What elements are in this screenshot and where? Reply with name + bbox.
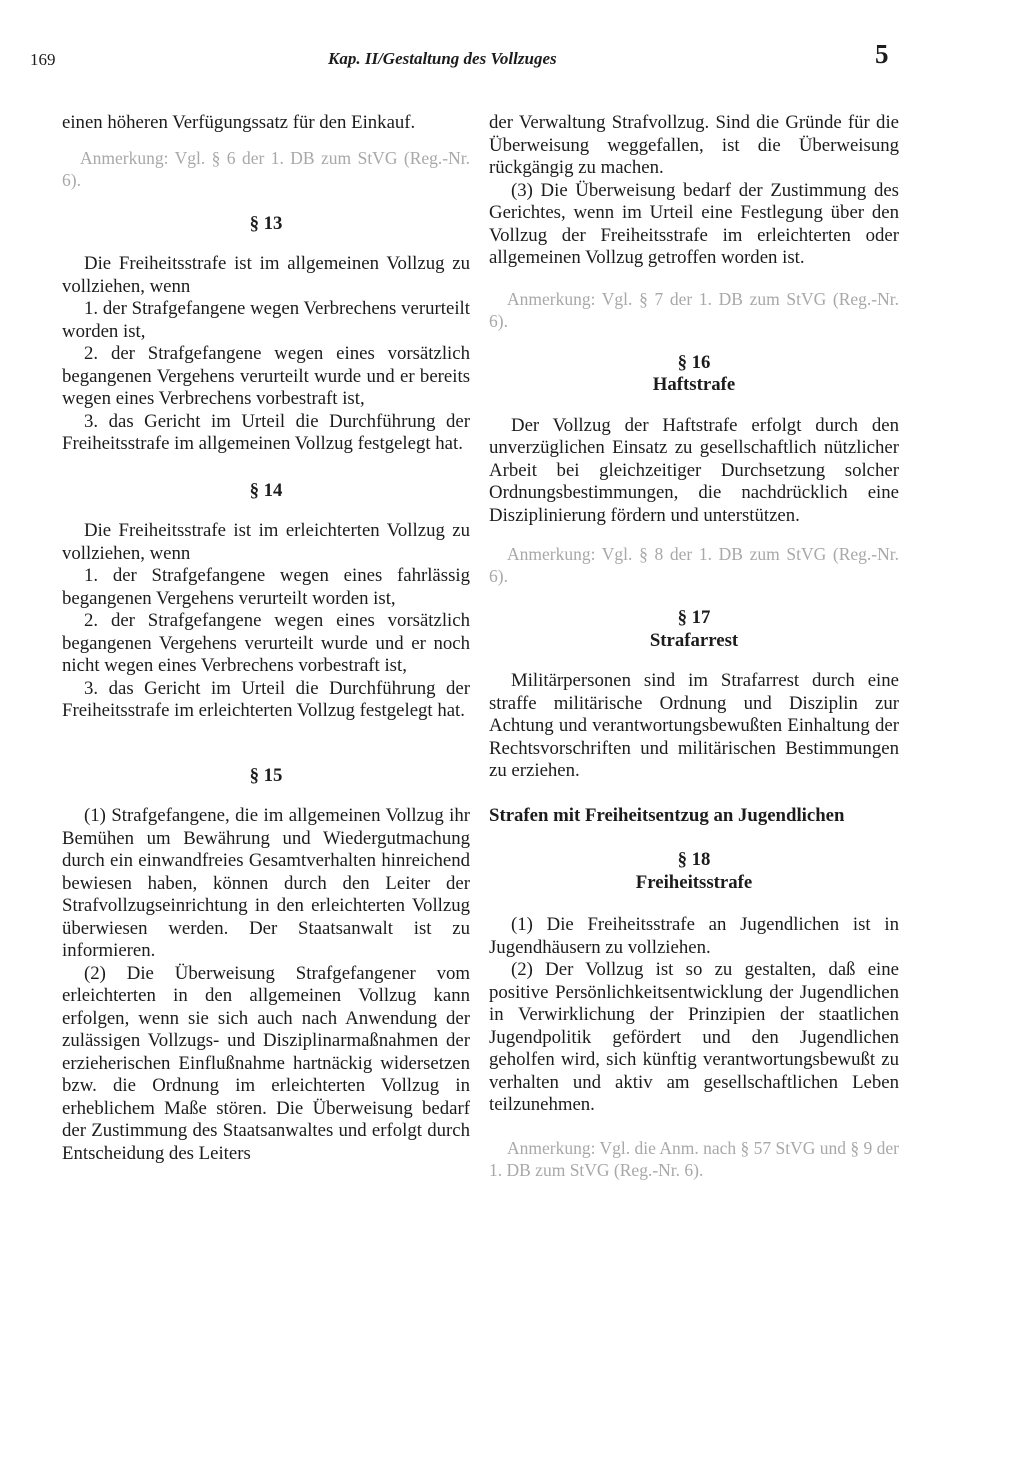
left-column: [62, 112, 470, 1165]
section-14-title: § 14: [249, 479, 283, 501]
section-15-paragraph-1: (1) Strafgefangene, die im allgemeinen Vollzug ihr Bemühen um Bewährung und Wiedergutmachung durch ein einwandfreies Gesamtverhalten hinreichend bewiesen haben, können durch den Leiter der Strafvollzugseinrichtung in den erleichterten Vollzug überwiesen werden. Der Staatsanwalt ist zu informieren.: [62, 805, 470, 961]
right-column: [489, 112, 899, 1181]
section-15-continuation: der Verwaltung Strafvollzug. Sind die Gründe für die Überweisung weggefallen, ist die Überweisung rückgängig zu machen.: [489, 112, 899, 178]
page-number: 169: [30, 50, 56, 69]
section-18-paragraph-1: (1) Die Freiheitsstrafe an Jugendlichen ist in Jugendhäusern zu vollziehen.: [489, 914, 899, 958]
section-15-title: § 15: [249, 764, 283, 786]
section-17-title: § 17: [677, 607, 711, 628]
section-16-heading: Haftstrafe: [652, 374, 736, 395]
chapter-number: 5: [875, 39, 889, 69]
note-section-12: Anmerkung: Vgl. § 6 der 1. DB zum StVG (Reg.-Nr. 6).: [62, 147, 470, 190]
section-14-item-1: 1. der Strafgefangene wegen eines fahrlässig begangenen Vergehens verurteilt worden ist,: [62, 565, 470, 609]
page-header: [30, 39, 910, 76]
section-15-paragraph-3: (3) Die Überweisung bedarf der Zustimmung des Gerichtes, wenn im Urteil eine Festlegung über den Vollzug der Freiheitsstrafe im erleichterten oder allgemeinen Vollzug getroffen worden ist.: [489, 179, 899, 268]
section-17-heading: Strafarrest: [649, 629, 739, 651]
section-18-paragraph-2: (2) Der Vollzug ist so zu gestalten, daß eine positive Persönlichkeitsentwicklung der Jugendlichen in Verwirklichung der Prinzipien der staatlichen Jugendpolitik gefördert und den Jugendlichen geholfen wird, sich künftig verantwortungsbewußt zu verhalten und aktiv am gesellschaftlichen Leben teilzunehmen.: [489, 959, 899, 1115]
intro-continuation: einen höheren Verfügungssatz für den Einkauf.: [62, 112, 416, 133]
section-16-title: § 16: [677, 351, 711, 373]
section-13-title: § 13: [249, 212, 283, 234]
note-section-15: Anmerkung: Vgl. § 7 der 1. DB zum StVG (Reg.-Nr. 6).: [489, 288, 899, 331]
note-section-16: Anmerkung: Vgl. § 8 der 1. DB zum StVG (Reg.-Nr. 6).: [489, 544, 899, 586]
section-14-item-3: 3. das Gericht im Urteil die Durchführung der Freiheitsstrafe im erleichterten Vollzug festgelegt hat.: [62, 677, 470, 721]
section-13-intro: Die Freiheitsstrafe ist im allgemeinen Vollzug zu vollziehen, wenn: [62, 253, 470, 297]
subsection-heading: Strafen mit Freiheitsentzug an Jugendlichen: [489, 804, 845, 826]
chapter-title: Kap. II/Gestaltung des Vollzuges: [328, 49, 557, 68]
section-15-paragraph-2: (2) Die Überweisung Strafgefangener vom erleichterten in den allgemeinen Vollzug kann erfolgen, wenn sie sich auch nach Anwendung der zulässigen Vollzugs- und Disziplinarmaßnahmen der erzieherischen Einflußnahme hartnäckig widersetzen bzw. die Ordnung im erleichterten Vollzug in erheblichem Maße stören. Die Überweisung bedarf der Zustimmung des Staatsanwaltes und erfolgt durch Entscheidung des Leiters: [62, 962, 470, 1164]
section-18-title: § 18: [677, 849, 711, 870]
section-13-item-3: 3. das Gericht im Urteil die Durchführung der Freiheitsstrafe im allgemeinen Vollzug festgelegt hat.: [62, 410, 470, 454]
section-13-item-1: 1. der Strafgefangene wegen Verbrechens verurteilt worden ist,: [62, 298, 470, 342]
section-16-text: Der Vollzug der Haftstrafe erfolgt durch den unverzüglichen Einsatz zu gesellschaftlich nützlicher Arbeit bei gleichzeitiger Durchsetzung solcher Ordnungsbestimmungen, die nachdrücklich eine Disziplinierung fördern und unterstützen.: [489, 414, 899, 526]
section-14-item-2: 2. der Strafgefangene wegen eines vorsätzlich begangenen Vergehens verurteilt wurde und er noch nicht wegen eines Verbrechens vorbestraft ist,: [62, 610, 470, 676]
section-13-item-2: 2. der Strafgefangene wegen eines vorsätzlich begangenen Vergehens verurteilt wurde und er bereits wegen eines Verbrechens vorbestraft ist,: [62, 343, 470, 409]
section-14-intro: Die Freiheitsstrafe ist im erleichterten Vollzug zu vollziehen, wenn: [62, 520, 470, 564]
section-18-heading: Freiheitsstrafe: [635, 871, 753, 893]
section-17-text: Militärpersonen sind im Strafarrest durch eine straffe militärische Ordnung und Disziplin zur Achtung und verantwortungsbewußten Einhaltung der Rechtsvorschriften und militärischen Bestimmungen zu erziehen.: [489, 670, 899, 781]
note-section-18: Anmerkung: Vgl. die Anm. nach § 57 StVG und § 9 der 1. DB zum StVG (Reg.-Nr. 6).: [489, 1137, 899, 1180]
